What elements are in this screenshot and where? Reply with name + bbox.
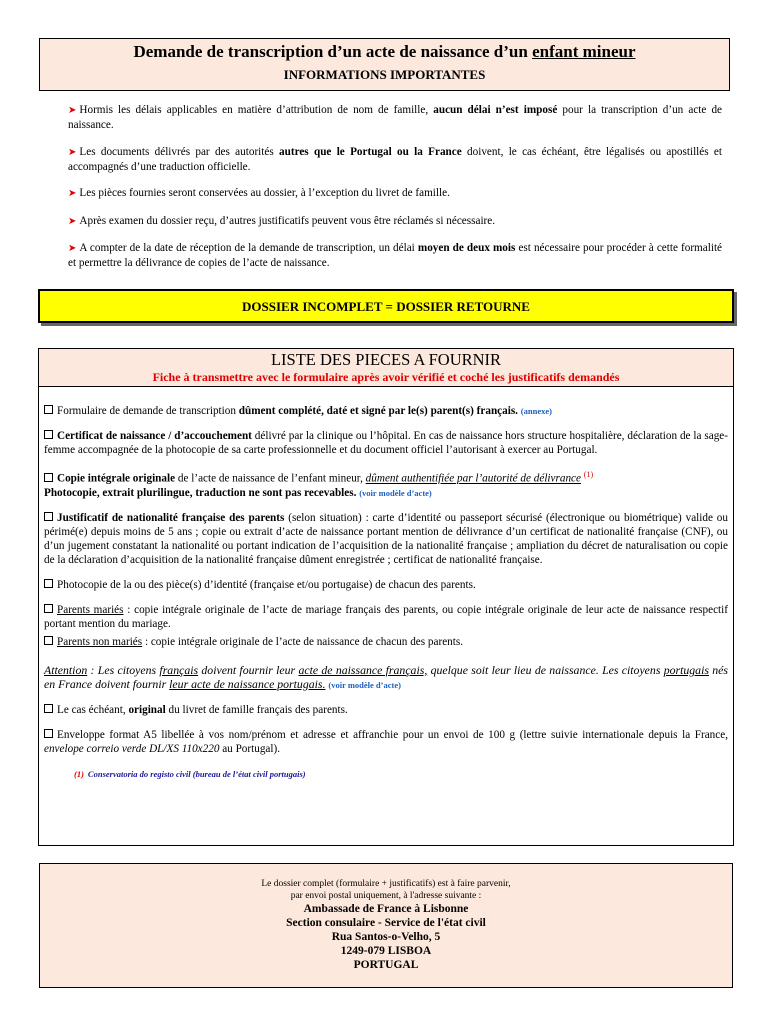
arrow-icon: ➤ (68, 146, 77, 158)
item-bold: Copie intégrale originale (57, 472, 176, 485)
footer-address-box (39, 863, 733, 988)
arrow-icon: ➤ (68, 243, 77, 254)
item-text: de l’acte de naissance de l’enfant mineur, (175, 472, 366, 485)
bullet-item (68, 241, 722, 270)
bullet-item (68, 214, 722, 229)
warning-banner: DOSSIER INCOMPLET = DOSSIER RETOURNE (38, 289, 734, 323)
checklist (44, 404, 728, 781)
footnote (74, 767, 728, 781)
arrow-icon: ➤ (68, 188, 77, 199)
checkbox[interactable] (44, 512, 53, 521)
page-subtitle: INFORMATIONS IMPORTANTES (283, 67, 486, 82)
address-line: Ambassade de France à Lisbonne (303, 903, 469, 915)
bullet-text: pour la transcription d’un acte de naissance. (68, 104, 723, 131)
item-text: Le cas échéant, (57, 703, 129, 716)
checklist-item (44, 429, 728, 457)
item-text: au Portugal). (219, 742, 281, 755)
att-part: quelque soit leur lieu de naissance. Les citoyens (427, 662, 664, 677)
bullet-item (68, 103, 722, 132)
footer-line: Le dossier complet (formulaire + justificatifs) est à faire parvenir, (261, 879, 511, 889)
item-underlined: Parents non mariés (57, 635, 143, 648)
checkbox[interactable] (44, 405, 53, 414)
footnote-text: Conservatoria do registo civil (bureau de l’état civil portugais) (87, 768, 306, 779)
address-line: PORTUGAL (353, 959, 419, 971)
bullet-bold: moyen de deux mois (417, 242, 516, 254)
bullet-text: A compter de la date de réception de la demande de transcription, un délai (79, 242, 418, 254)
title-prefix: Demande de transcription d’un acte de naissance d’un (133, 42, 533, 61)
att-part: acte de naissance français, (298, 662, 428, 677)
item-text: Formulaire de demande de transcription (57, 405, 239, 417)
checkbox[interactable] (44, 704, 53, 713)
model-link: (voir modèle d’acte) (359, 487, 432, 498)
documents-list (38, 348, 734, 846)
item-bold: dûment complété, daté et signé par le(s) parent(s) français. (238, 405, 518, 417)
checklist-item (44, 404, 728, 418)
list-subtitle: Fiche à transmettre avec le formulaire après avoir vérifié et coché les justificatifs demandés (152, 370, 620, 384)
address-line: Rua Santos-o-Velho, 5 (331, 931, 441, 943)
item-bold: Certificat de naissance / d’accouchement (57, 430, 252, 442)
item-text: Photocopie de la ou des pièce(s) d’identité (française et/ou portugaise) de chacun des parents. (57, 578, 476, 591)
item-italic: envelope correio verde DL/XS 110x220 (44, 742, 220, 755)
att-part: doivent fournir leur (198, 662, 299, 677)
att-part: portugais (663, 662, 709, 677)
list-header (39, 349, 733, 387)
checklist-item (44, 468, 728, 500)
checklist-item (44, 511, 728, 567)
att-part: français (159, 662, 199, 677)
checklist-item (44, 728, 728, 756)
checkbox[interactable] (44, 473, 53, 482)
checkbox[interactable] (44, 636, 53, 645)
item-text: : copie intégrale originale de l’acte de mariage français des parents, ou copie intégrale originale de leur acte de naissance respectif portant mention du mariage. (44, 603, 728, 630)
item-text: Enveloppe format A5 libellée à vos nom/prénom et adresse et affranchie pour un envoi de 100 g (lettre suivie internationale depuis la France, (57, 728, 728, 741)
bullet-text: Les documents délivrés par des autorités (79, 145, 280, 158)
checklist-item (44, 603, 728, 631)
checklist-item (44, 578, 728, 592)
bullet-bold: aucun délai n’est imposé (433, 104, 558, 116)
bullet-text: Hormis les délais applicables en matière d’attribution de nom de famille, (79, 104, 434, 116)
address-line: Section consulaire - Service de l'état civil (286, 917, 486, 929)
footnote-number: (1) (74, 768, 84, 779)
title-underlined: enfant mineur (532, 42, 636, 61)
footnote-ref: (1) (583, 470, 594, 479)
att-part: Attention (44, 662, 88, 677)
att-part: : Les citoyens (87, 662, 160, 677)
arrow-icon: ➤ (68, 105, 77, 116)
checkbox[interactable] (44, 604, 53, 613)
checklist-item (44, 635, 728, 649)
info-bullets (68, 103, 722, 283)
bullet-item (68, 145, 722, 174)
page-title (40, 41, 729, 63)
attention-note (44, 663, 728, 692)
att-part: leur acte de naissance portugais. (169, 676, 326, 691)
item-underlined: Parents mariés (57, 603, 124, 616)
bullet-text: Les pièces fournies seront conservées au dossier, à l’exception du livret de famille. (79, 187, 450, 199)
item-text: du livret de famille français des parents. (165, 703, 348, 716)
item-bold: Justificatif de nationalité française des parents (57, 511, 285, 524)
list-title: LISTE DES PIECES A FOURNIR (270, 350, 502, 369)
checklist-item (44, 703, 728, 717)
checkbox[interactable] (44, 729, 53, 738)
bullet-text: est nécessaire pour procéder à cette formalité et permettre la délivrance de copies de l’acte de naissance. (68, 242, 723, 269)
item-bold: original (128, 703, 166, 716)
checkbox[interactable] (44, 579, 53, 588)
bullet-item (68, 186, 722, 201)
footer-line: par envoi postal uniquement, à l'adresse suivante : (290, 891, 482, 901)
header-box (39, 38, 730, 91)
bullet-text: Après examen du dossier reçu, d’autres justificatifs peuvent vous être réclamés si nécessaire. (79, 214, 496, 227)
item-text: (selon situation) : carte d’identité ou passeport sécurisé (électronique ou biométrique) valide ou périmé(e) depuis moins de 5 ans ; copie ou extrait d’acte de naissance portant mention de délivrance d’un certificat de nationalité française (CNF), ou d’un jugement constatant la nationalité ou portant indication de l’acquisition de la nationalité française ; ampliation du décret de naturalisation ou copie de la déclaration d’acquisition de la nationalité française dûment enregistrée ; certificat de nationalité française. (44, 511, 728, 566)
item-text: délivré par la clinique ou l’hôpital. En cas de naissance hors structure hospitalière, déclaration de la sage-femme accompagnée de la photocopie de sa carte professionnelle et du document officiel l’autorisant à exercer au Portugal. (44, 430, 728, 456)
item-text: : copie intégrale originale de l’acte de naissance de chacun des parents. (142, 635, 464, 648)
att-part: nés en France doivent fournir (44, 662, 728, 691)
item-underlined: dûment authentifiée par l’autorité de délivrance (365, 472, 581, 485)
arrow-icon: ➤ (68, 215, 77, 227)
checkbox[interactable] (44, 430, 53, 439)
bullet-bold: autres que le Portugal ou la France (279, 145, 462, 158)
model-link: (voir modèle d’acte) (328, 679, 401, 690)
bullet-text: doivent, le cas échéant, être légalisés ou apostillés et accompagnés d’une traduction officielle. (68, 145, 722, 173)
address-line: 1249-079 LISBOA (340, 945, 432, 957)
annex-link: (annexe) (520, 406, 552, 416)
item-bold: Photocopie, extrait plurilingue, traduction ne sont pas recevables. (44, 486, 357, 499)
